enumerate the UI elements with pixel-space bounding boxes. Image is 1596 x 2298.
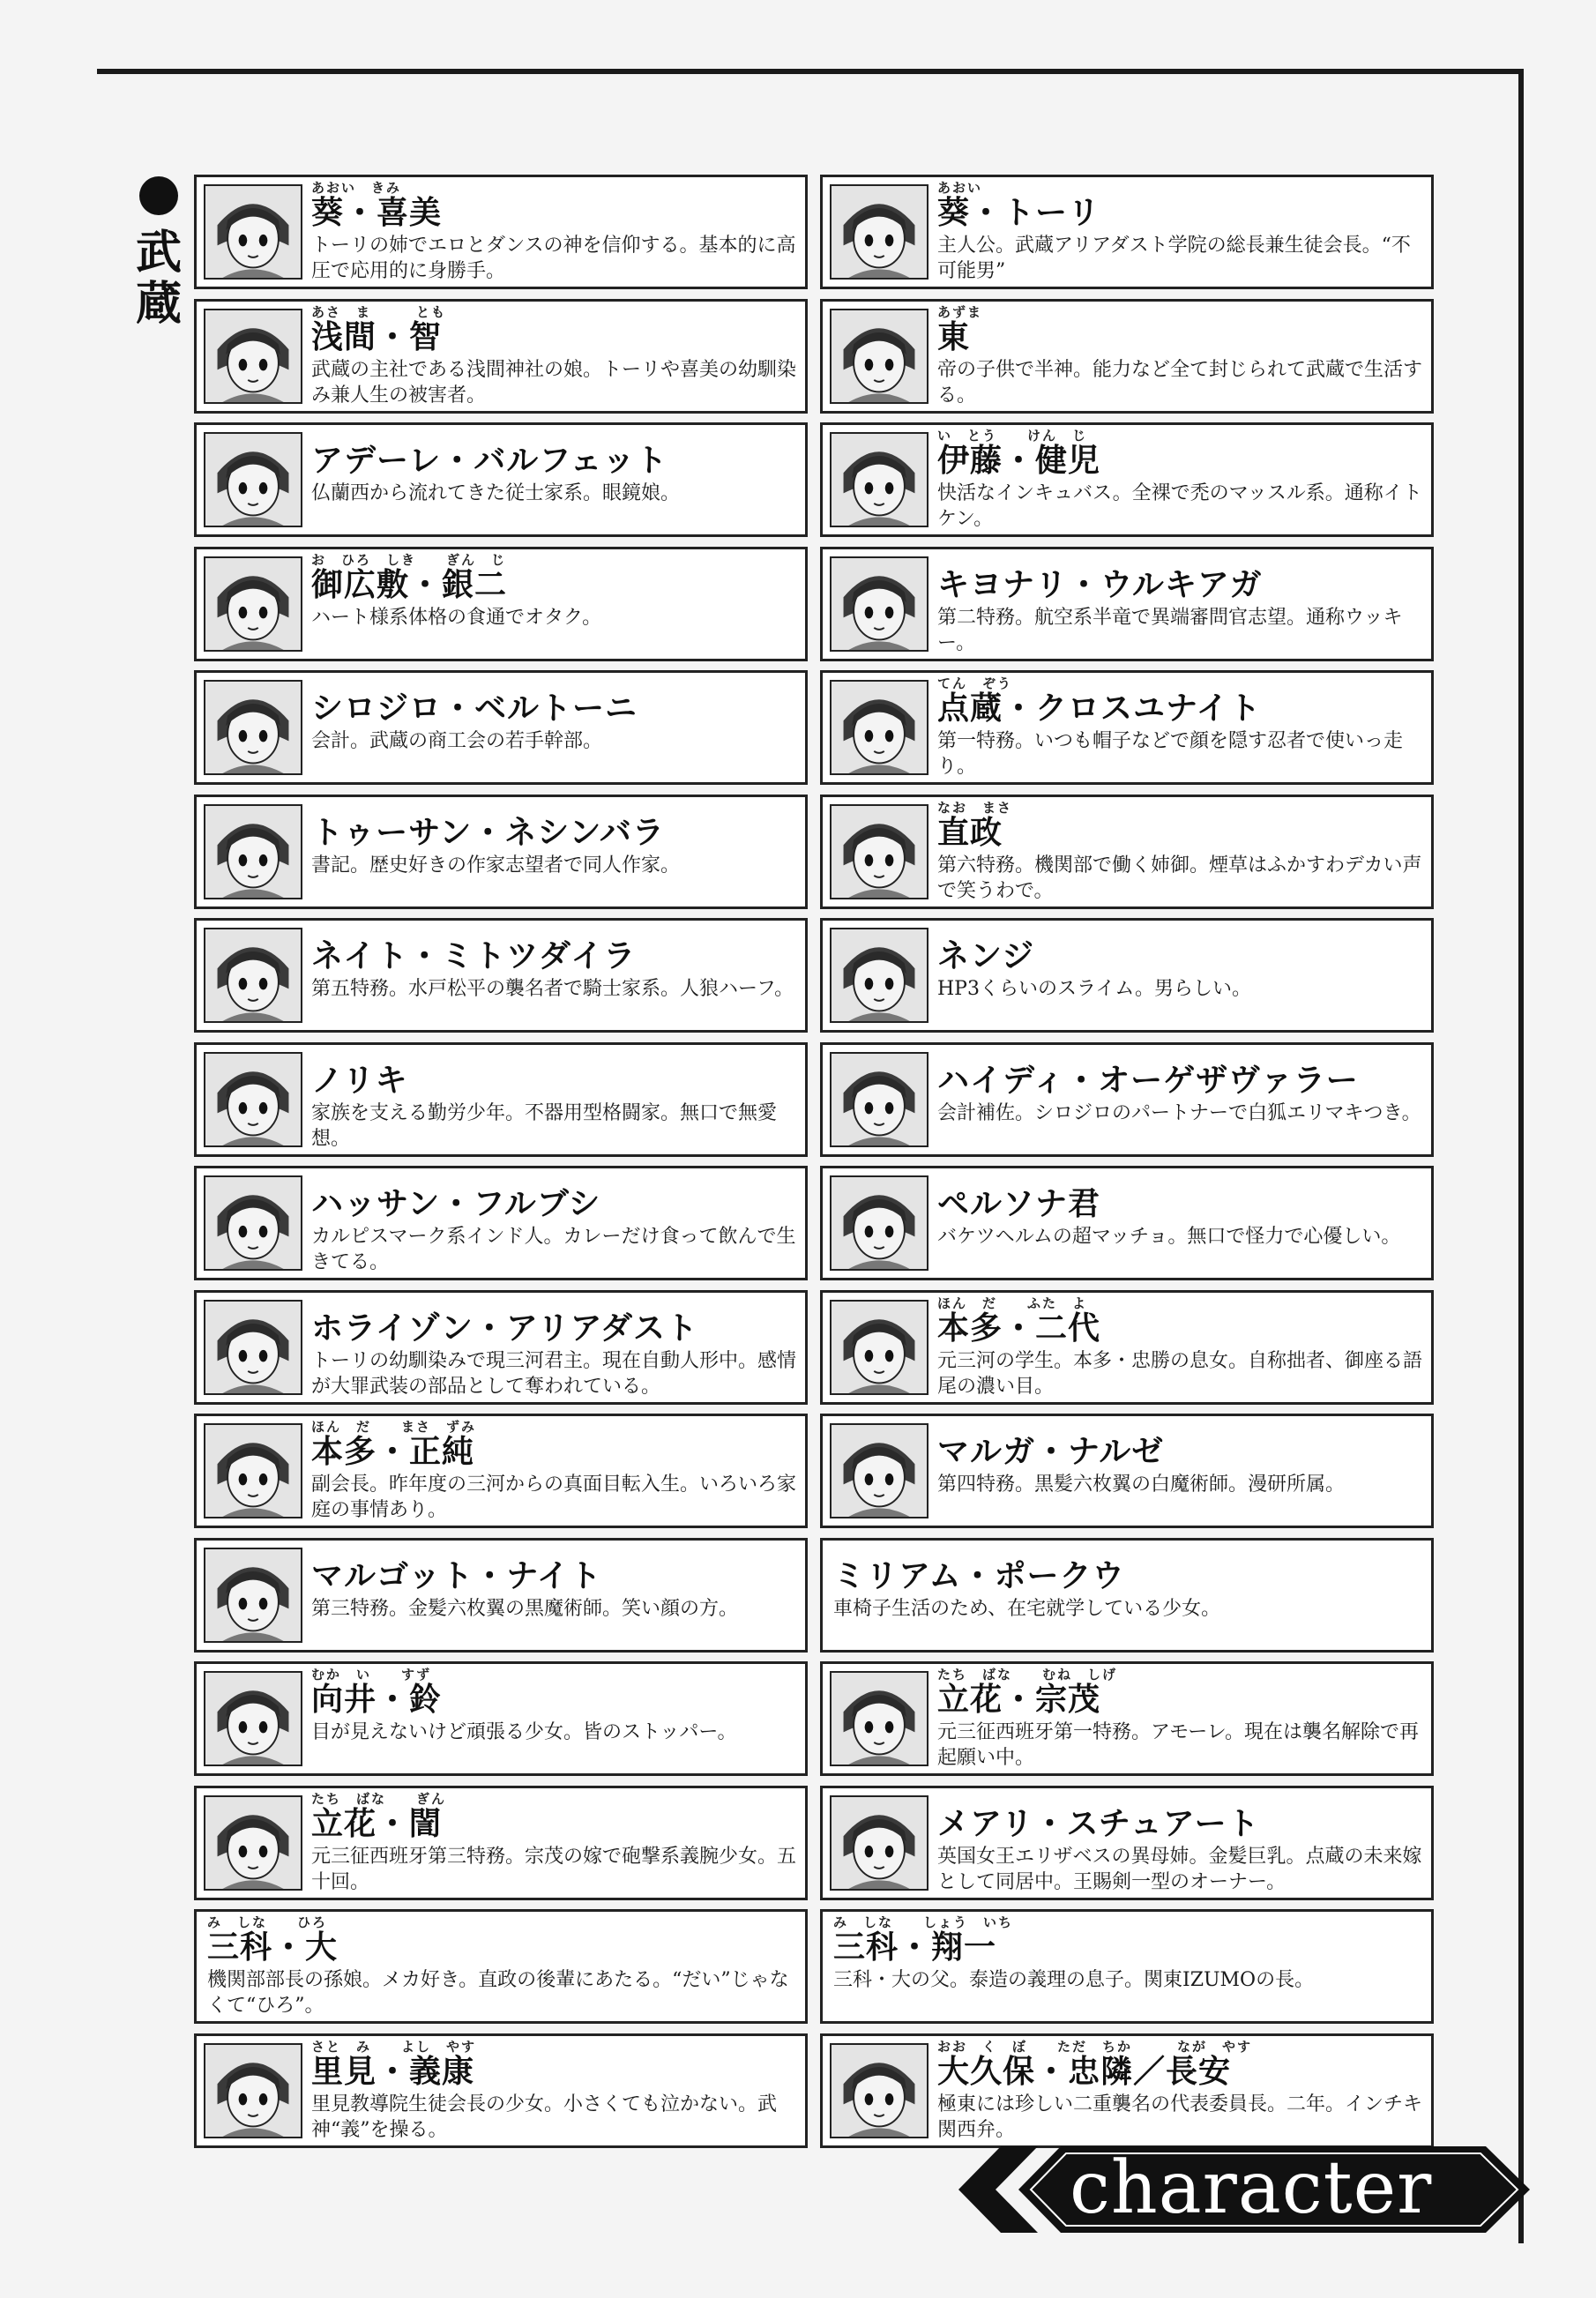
- character-card: [194, 2033, 808, 2148]
- character-name-reading: ほん だ ふた よ: [937, 1294, 1088, 1311]
- character-name: 立花・誾: [311, 1805, 443, 1842]
- character-name-reading: [311, 1296, 796, 1311]
- character-name-reading: み しな ひろ: [207, 1914, 328, 1930]
- character-text: [937, 1420, 1422, 1497]
- character-description: 武蔵の主社である浅間神社の娘。トーリや喜美の幼馴染み兼人生の被害者。: [311, 358, 797, 407]
- character-card: [194, 1042, 808, 1157]
- character-card: [820, 422, 1434, 537]
- character-name-reading: おお く ぼ ただ ちか なが やす: [937, 2038, 1253, 2055]
- portrait-image-icon: [832, 186, 927, 278]
- character-text: [937, 801, 1422, 904]
- character-description: 家族を支える勤労少年。不器用型格闘家。無口で無愛想。: [311, 1101, 778, 1150]
- character-portrait: [204, 432, 302, 527]
- character-portrait: [204, 1300, 302, 1395]
- character-card: [820, 2033, 1434, 2148]
- character-description: 元三河の学生。本多・忠勝の息女。自称拙者、御座る語尾の濃い目。: [937, 1349, 1423, 1398]
- portrait-image-icon: [832, 558, 927, 650]
- character-name-reading: [937, 1792, 1422, 1807]
- character-text: [311, 1048, 796, 1152]
- character-name-reading: [937, 553, 1422, 568]
- character-card: [820, 918, 1434, 1033]
- character-portrait: [204, 309, 302, 404]
- character-portrait: [830, 309, 929, 404]
- character-text: [311, 1420, 796, 1523]
- character-text: [311, 553, 796, 630]
- character-card: [820, 1414, 1434, 1528]
- character-description: 第一特務。いつも帽子などで顔を隠す忍者で使いっ走り。: [937, 730, 1404, 778]
- character-text: [937, 1668, 1422, 1771]
- character-name-reading: たち ばな むね しげ: [937, 1667, 1118, 1682]
- character-name: ノリキ: [311, 1062, 408, 1099]
- character-description: 英国女王エリザベスの異母姉。金髪巨乳。点蔵の未来嫁として同居中。王賜剣一型のオーナー。: [937, 1845, 1422, 1893]
- character-text: [833, 1915, 1422, 1993]
- character-name: 大久保・忠隣／長安: [937, 2053, 1232, 2090]
- portrait-image-icon: [205, 186, 301, 278]
- character-card: [820, 1786, 1434, 1900]
- character-card: [820, 175, 1434, 289]
- character-name-reading: むか い すず: [311, 1667, 432, 1682]
- character-text: [937, 181, 1422, 284]
- character-name-reading: [311, 1544, 796, 1559]
- character-portrait: [204, 1671, 302, 1766]
- character-name-reading: み しな しょう いち: [833, 1914, 1014, 1930]
- character-card: [194, 918, 808, 1033]
- character-text: [937, 429, 1422, 532]
- character-card: [194, 795, 808, 909]
- character-name: 三科・翔一: [833, 1929, 997, 1966]
- character-name: ミリアム・ポークウ: [833, 1557, 1125, 1594]
- character-description: 仏蘭西から流れてきた従士家系。眼鏡娘。: [311, 482, 681, 504]
- character-description: 第三特務。金髪六枚翼の黒魔術師。笑い顔の方。: [311, 1597, 739, 1620]
- character-text: [311, 676, 796, 754]
- character-description: 帝の子供で半神。能力など全て封じられて武蔵で生活する。: [937, 358, 1423, 407]
- portrait-image-icon: [832, 434, 927, 526]
- character-name: キヨナリ・ウルキアガ: [937, 566, 1263, 603]
- character-portrait: [830, 1052, 929, 1147]
- character-description: トーリの姉でエロとダンスの神を信仰する。基本的に高圧で応用的に身勝手。: [311, 235, 796, 282]
- portrait-image-icon: [205, 1054, 301, 1145]
- character-text: [937, 553, 1422, 656]
- character-name: マルガ・ナルゼ: [937, 1434, 1165, 1470]
- character-name: メアリ・スチュアート: [937, 1805, 1260, 1842]
- character-name-reading: さと み よし やす: [311, 2038, 477, 2055]
- character-description: 第五特務。水戸松平の襲名者で騎士家系。人狼ハーフ。: [311, 978, 794, 1000]
- character-text: [937, 924, 1422, 1002]
- character-card: [194, 547, 808, 661]
- character-description: 会計補佐。シロジロのパートナーで白狐エリマキつき。: [937, 1101, 1421, 1124]
- character-description: 目が見えないけど頑張る少女。皆のストッパー。: [311, 1721, 737, 1743]
- character-name-reading: [311, 676, 796, 691]
- portrait-image-icon: [832, 1425, 927, 1517]
- character-card: [820, 547, 1434, 661]
- character-portrait: [830, 1175, 929, 1271]
- character-text: [937, 1048, 1422, 1126]
- character-card: [194, 1661, 808, 1776]
- character-name: シロジロ・ベルトーニ: [311, 690, 638, 727]
- character-name: ネンジ: [937, 938, 1035, 974]
- character-text: [311, 1544, 796, 1622]
- portrait-image-icon: [205, 682, 301, 773]
- character-description: 会計。武蔵の商工会の若手幹部。: [311, 730, 603, 752]
- portrait-image-icon: [205, 2045, 301, 2137]
- character-description: 第二特務。航空系半竜で異端審問官志望。通称ウッキー。: [937, 606, 1403, 654]
- character-name: 立花・宗茂: [937, 1682, 1101, 1718]
- character-description: 第六特務。機関部で働く姉御。煙草はふかすわデカい声で笑うわで。: [937, 854, 1422, 902]
- character-card: [194, 1786, 808, 1900]
- character-name: ハッサン・フルブシ: [311, 1186, 601, 1222]
- character-name-reading: [937, 1420, 1422, 1435]
- character-card: [820, 795, 1434, 909]
- character-card: [820, 1909, 1434, 2024]
- character-portrait: [830, 432, 929, 527]
- character-portrait: [204, 804, 302, 899]
- character-text: [937, 1296, 1422, 1399]
- character-name-reading: [311, 924, 796, 939]
- character-text: [207, 1915, 796, 2018]
- portrait-image-icon: [205, 434, 301, 526]
- character-portrait: [830, 184, 929, 280]
- character-text: [311, 801, 796, 878]
- character-description: 副会長。昨年度の三河からの真面目転入生。いろいろ家庭の事情あり。: [311, 1474, 797, 1521]
- character-text: [311, 1792, 796, 1895]
- character-card: [820, 1290, 1434, 1405]
- character-name: 里見・義康: [311, 2053, 475, 2090]
- character-card: [820, 299, 1434, 414]
- character-portrait: [830, 2043, 929, 2138]
- character-description: トーリの幼馴染みで現三河君主。現在自動人形中。感情が大罪武装の部品として奪われている。: [311, 1349, 797, 1398]
- character-portrait: [830, 1300, 929, 1395]
- portrait-image-icon: [205, 310, 301, 402]
- portrait-image-icon: [205, 1177, 301, 1269]
- character-card: [820, 670, 1434, 785]
- character-name-reading: てん ぞう: [937, 675, 1013, 691]
- character-description: 機関部部長の孫娘。メカ好き。直政の後輩にあたる。“だい”じゃなくて“ひろ”。: [207, 1969, 789, 2017]
- character-name-reading: [311, 1048, 796, 1063]
- character-card: [820, 1042, 1434, 1157]
- character-name-reading: [311, 801, 796, 816]
- character-name: 葵・喜美: [311, 195, 443, 231]
- character-name: 点蔵・クロスユナイト: [937, 690, 1262, 727]
- character-text: [937, 1792, 1422, 1895]
- character-text: [311, 924, 796, 1002]
- character-portrait: [830, 556, 929, 652]
- character-portrait: [204, 184, 302, 280]
- character-description: HP3くらいのスライム。男らしい。: [937, 978, 1251, 1000]
- character-name-reading: たち ばな ぎん: [311, 1790, 447, 1807]
- character-card: [820, 1538, 1434, 1653]
- character-name-reading: [311, 1172, 796, 1187]
- bullet-dot-icon: [139, 176, 178, 215]
- character-card: [194, 299, 808, 414]
- section-label-char: 蔵: [135, 277, 182, 331]
- portrait-image-icon: [832, 310, 927, 402]
- character-name-reading: [833, 1544, 1422, 1559]
- banner-title: character: [1070, 2146, 1433, 2230]
- character-description: 三科・大の父。泰造の義理の息子。関東IZUMOの長。: [833, 1969, 1315, 1991]
- character-portrait: [204, 1548, 302, 1643]
- portrait-image-icon: [832, 1177, 927, 1269]
- section-label: [132, 176, 185, 330]
- character-description: 極東には珍しい二重襲名の代表委員長。二年。インチキ関西弁。: [937, 2093, 1423, 2141]
- portrait-image-icon: [205, 1302, 301, 1393]
- character-portrait: [204, 1052, 302, 1147]
- character-description: バケツヘルムの超マッチョ。無口で怪力で心優しい。: [937, 1226, 1401, 1248]
- character-name-reading: [937, 1048, 1422, 1063]
- character-text: [311, 181, 796, 284]
- portrait-image-icon: [832, 682, 927, 773]
- character-description: 書記。歴史好きの作家志望者で同人作家。: [311, 854, 681, 877]
- character-text: [937, 676, 1422, 780]
- portrait-image-icon: [832, 2045, 927, 2137]
- character-text: [937, 2040, 1422, 2143]
- character-name-reading: ほん だ まさ ずみ: [311, 1419, 477, 1435]
- character-name: 三科・大: [207, 1929, 339, 1966]
- character-description: 里見教導院生徒会長の少女。小さくても泣かない。武神“義”を操る。: [311, 2093, 778, 2141]
- character-description: ハート様系体格の食通でオタク。: [311, 606, 602, 629]
- character-name: 直政: [937, 814, 1003, 851]
- character-name-reading: お ひろ しき ぎん じ: [311, 551, 507, 568]
- character-name: トゥーサン・ネシンバラ: [311, 814, 665, 851]
- character-name-reading: [937, 924, 1422, 939]
- portrait-image-icon: [832, 1302, 927, 1393]
- character-name: ネイト・ミトツダイラ: [311, 938, 637, 974]
- portrait-image-icon: [832, 1054, 927, 1145]
- character-description: 車椅子生活のため、在宅就学している少女。: [833, 1597, 1221, 1620]
- character-name: 御広敷・銀二: [311, 566, 508, 603]
- character-portrait: [204, 1795, 302, 1891]
- character-portrait: [830, 1795, 929, 1891]
- character-card: [194, 1414, 808, 1528]
- character-name: 本多・正純: [311, 1434, 475, 1470]
- character-text: [311, 2040, 796, 2143]
- character-text: [937, 1172, 1422, 1250]
- character-card: [194, 175, 808, 289]
- character-card: [820, 1166, 1434, 1280]
- character-description: 元三征西班牙第三特務。宗茂の嫁で砲撃系義腕少女。五十回。: [311, 1845, 797, 1893]
- character-name: 本多・二代: [937, 1309, 1101, 1347]
- portrait-image-icon: [205, 558, 301, 650]
- character-portrait: [204, 928, 302, 1023]
- character-text: [311, 429, 796, 506]
- character-portrait: [204, 2043, 302, 2138]
- character-text: [311, 305, 796, 408]
- character-card: [194, 1909, 808, 2024]
- portrait-image-icon: [832, 1797, 927, 1889]
- character-description: 快活なインキュバス。全裸で禿のマッスル系。通称イトケン。: [937, 482, 1422, 530]
- character-name: 向井・鈴: [311, 1682, 443, 1718]
- portrait-image-icon: [205, 929, 301, 1021]
- character-name-reading: なお まさ: [937, 799, 1013, 816]
- character-text: [311, 1296, 796, 1399]
- character-card: [194, 1538, 808, 1653]
- character-name-reading: [311, 429, 796, 444]
- character-name: 東: [937, 318, 971, 355]
- character-portrait: [204, 1423, 302, 1518]
- character-name-reading: あさ ま とも: [311, 303, 447, 320]
- portrait-image-icon: [205, 1425, 301, 1517]
- character-name-reading: い とう けん じ: [937, 428, 1088, 444]
- character-name-reading: あおい きみ: [311, 180, 402, 196]
- portrait-image-icon: [205, 1673, 301, 1765]
- character-name: 浅間・智: [311, 318, 443, 355]
- character-portrait: [830, 1671, 929, 1766]
- section-label-char: 武: [135, 226, 182, 280]
- character-name: アデーレ・バルフェット: [311, 443, 668, 479]
- character-description: 第四特務。黒髪六枚翼の白魔術師。漫研所属。: [937, 1474, 1346, 1496]
- portrait-image-icon: [832, 806, 927, 898]
- character-text: [311, 1172, 796, 1275]
- character-portrait: [204, 556, 302, 652]
- character-portrait: [830, 928, 929, 1023]
- character-portrait: [830, 1423, 929, 1518]
- character-portrait: [204, 680, 302, 775]
- character-card: [194, 422, 808, 537]
- character-description: 主人公。武蔵アリアダスト学院の総長兼生徒会長。“不可能男”: [937, 235, 1411, 282]
- character-name: ハイディ・オーゲザヴァラー: [937, 1062, 1359, 1099]
- portrait-image-icon: [832, 929, 927, 1021]
- character-name-reading: あおい: [937, 180, 983, 196]
- character-name: 伊藤・健児: [937, 443, 1101, 479]
- portrait-image-icon: [205, 1549, 301, 1641]
- character-card: [194, 1290, 808, 1405]
- character-text: [937, 305, 1422, 408]
- character-name-reading: あずま: [937, 303, 983, 320]
- character-banner: [957, 2141, 1539, 2238]
- character-name: ホライゾン・アリアダスト: [311, 1309, 698, 1347]
- character-card: [820, 1661, 1434, 1776]
- character-portrait: [830, 680, 929, 775]
- character-portrait: [204, 1175, 302, 1271]
- character-name: 葵・トーリ: [937, 195, 1101, 231]
- character-description: カルピスマーク系インド人。カレーだけ食って飲んで生きてる。: [311, 1226, 796, 1273]
- character-text: [833, 1544, 1422, 1622]
- portrait-image-icon: [205, 1797, 301, 1889]
- character-name-reading: [937, 1172, 1422, 1187]
- character-description: 元三征西班牙第一特務。アモーレ。現在は襲名解除で再起願い中。: [937, 1721, 1420, 1769]
- character-text: [311, 1668, 796, 1745]
- portrait-image-icon: [205, 806, 301, 898]
- character-card: [194, 670, 808, 785]
- character-name: ペルソナ君: [937, 1186, 1101, 1222]
- character-card: [194, 1166, 808, 1280]
- character-name: マルゴット・ナイト: [311, 1557, 602, 1594]
- character-portrait: [830, 804, 929, 899]
- portrait-image-icon: [832, 1673, 927, 1765]
